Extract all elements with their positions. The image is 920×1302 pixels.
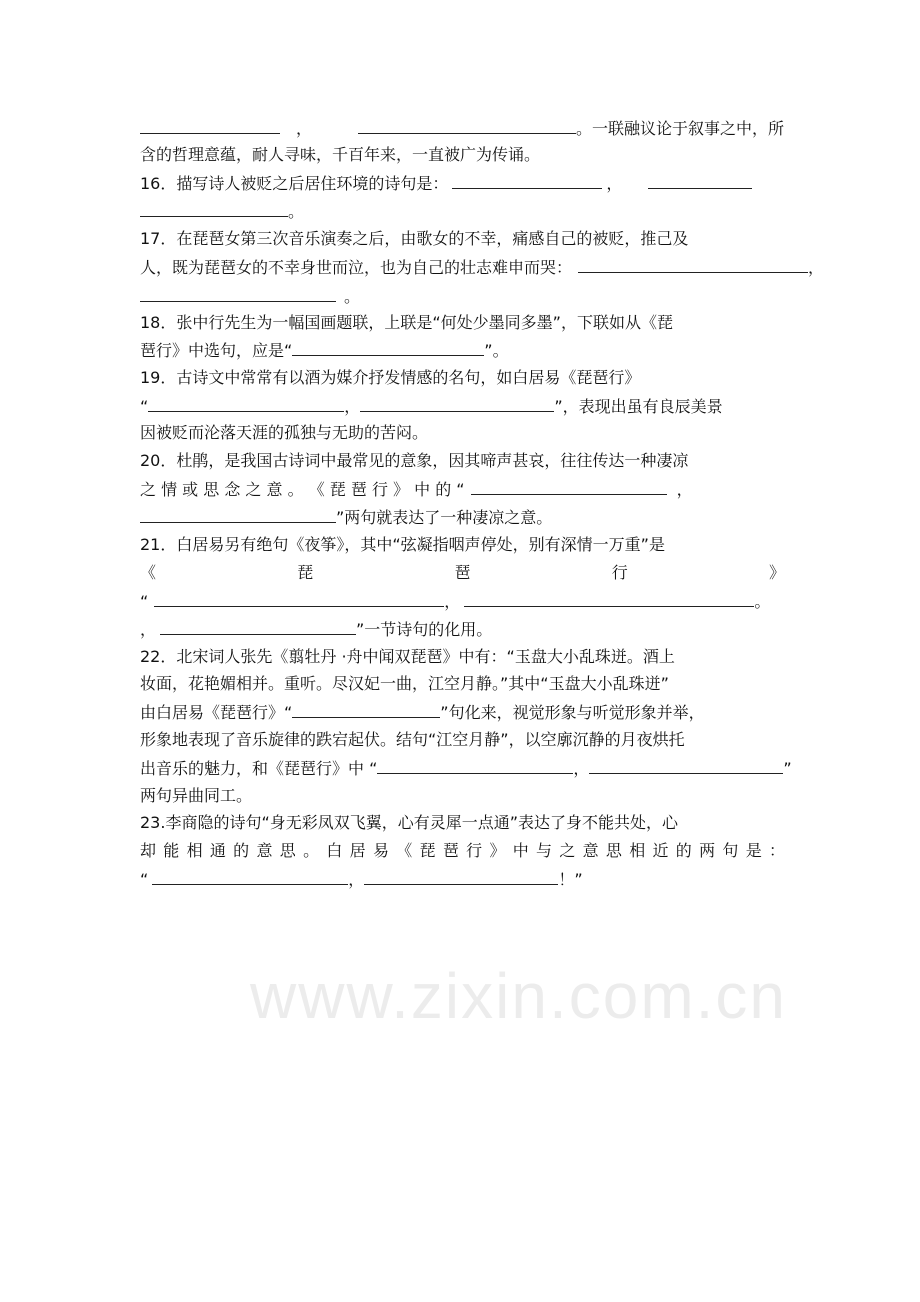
q21-line3: “ ， 。	[140, 589, 785, 613]
q20-line2: 之 情 或 思 念 之 意 。 《 琵 琶 行 》 中 的 “ ，	[140, 477, 785, 501]
q21-line4: ， ”一节诗句的化用。	[140, 617, 785, 641]
q19-line1: 19．古诗文中常常有以酒为媒介抒发情感的名句，如白居易《琵琶行》	[140, 368, 641, 387]
q23-line2: 却 能 相 通 的 意 思 。 白 居 易 《 琵 琶 行 》 中 与 之 意 思 相 近 的 两 句 是 ：	[140, 841, 785, 860]
answer-blank[interactable]	[140, 116, 280, 134]
q17-line3: 。	[140, 284, 785, 308]
q17-line2: 人，既为琵琶女的不幸身世而泣，也为自己的壮志难申而哭： ，	[140, 255, 900, 279]
watermark: www.zixin.com.cn	[250, 960, 787, 1032]
q19-line3: 因被贬而沦落天涯的孤独与无助的苦闷。	[140, 423, 429, 442]
answer-blank[interactable]	[292, 700, 440, 718]
q20-line1: 20．杜鹃，是我国古诗词中最常见的意象，因其啼声甚哀，往往传达一种凄凉	[140, 451, 689, 470]
answer-blank[interactable]	[358, 116, 576, 134]
answer-blank[interactable]	[589, 756, 783, 774]
answer-blank[interactable]	[452, 171, 602, 189]
answer-blank[interactable]	[464, 589, 754, 607]
answer-blank[interactable]	[140, 284, 336, 302]
answer-blank[interactable]	[292, 338, 484, 356]
q16-line2: 。	[140, 199, 785, 223]
q22-line6: 两句异曲同工。	[140, 786, 253, 805]
q17-line1: 17．在琵琶女第三次音乐演奏之后，由歌女的不幸，痛感自己的被贬，推己及	[140, 229, 689, 248]
q18-line1: 18．张中行先生为一幅国画题联，上联是“何处少墨同多墨”，下联如从《琵	[140, 313, 673, 332]
q19-line2: “ ， ”，表现出虽有良辰美景	[140, 394, 785, 418]
q16-line1: 16．描写诗人被贬之后居住环境的诗句是： ，	[140, 171, 785, 195]
q22-line4: 形象地表现了音乐旋律的跌宕起伏。结句“江空月静”，以空廓沉静的月夜烘托	[140, 730, 685, 749]
q18-line2: 琶行》中选句，应是“ ”。	[140, 338, 785, 362]
answer-blank[interactable]	[154, 589, 444, 607]
answer-blank[interactable]	[140, 505, 336, 523]
answer-blank[interactable]	[360, 394, 554, 412]
q21-line1: 21．白居易另有绝句《夜筝》，其中“弦凝指咽声停处，别有深情一万重”是	[140, 535, 665, 554]
answer-blank[interactable]	[152, 867, 348, 885]
answer-blank[interactable]	[364, 867, 558, 885]
q22-line5: 出音乐的魅力，和《琵琶行》中 “ ， ”	[140, 756, 850, 780]
answer-blank[interactable]	[160, 617, 356, 635]
answer-blank[interactable]	[148, 394, 344, 412]
answer-blank[interactable]	[377, 756, 573, 774]
answer-blank[interactable]	[578, 255, 808, 273]
answer-blank[interactable]	[471, 477, 667, 495]
q23-line3: “ ， ！”	[140, 867, 785, 891]
q20-line3: ”两句就表达了一种凄凉之意。	[140, 505, 785, 529]
q15-line2: 含的哲理意蕴，耐人寻味，千百年来，一直被广为传诵。	[140, 145, 541, 164]
q23-line1: 23.李商隐的诗句“身无彩凤双飞翼，心有灵犀一点通”表达了身不能共处，心	[140, 813, 679, 832]
answer-blank[interactable]	[648, 171, 752, 189]
q21-line2: 《 琵 琶 行 》	[140, 563, 785, 582]
q22-line2: 妆面，花艳媚相并。重听。尽汉妃一曲，江空月静。”其中“玉盘大小乱珠迸”	[140, 674, 669, 693]
q15-line1: ， 。一联融议论于叙事之中，所	[140, 116, 785, 140]
q22-line3: 由白居易《琵琶行》“ ”句化来，视觉形象与听觉形象并举，	[140, 700, 785, 724]
q22-line1: 22．北宋词人张先《翦牡丹 ·舟中闻双琵琶》中有：“玉盘大小乱珠迸。酒上	[140, 647, 675, 666]
answer-blank[interactable]	[140, 199, 288, 217]
